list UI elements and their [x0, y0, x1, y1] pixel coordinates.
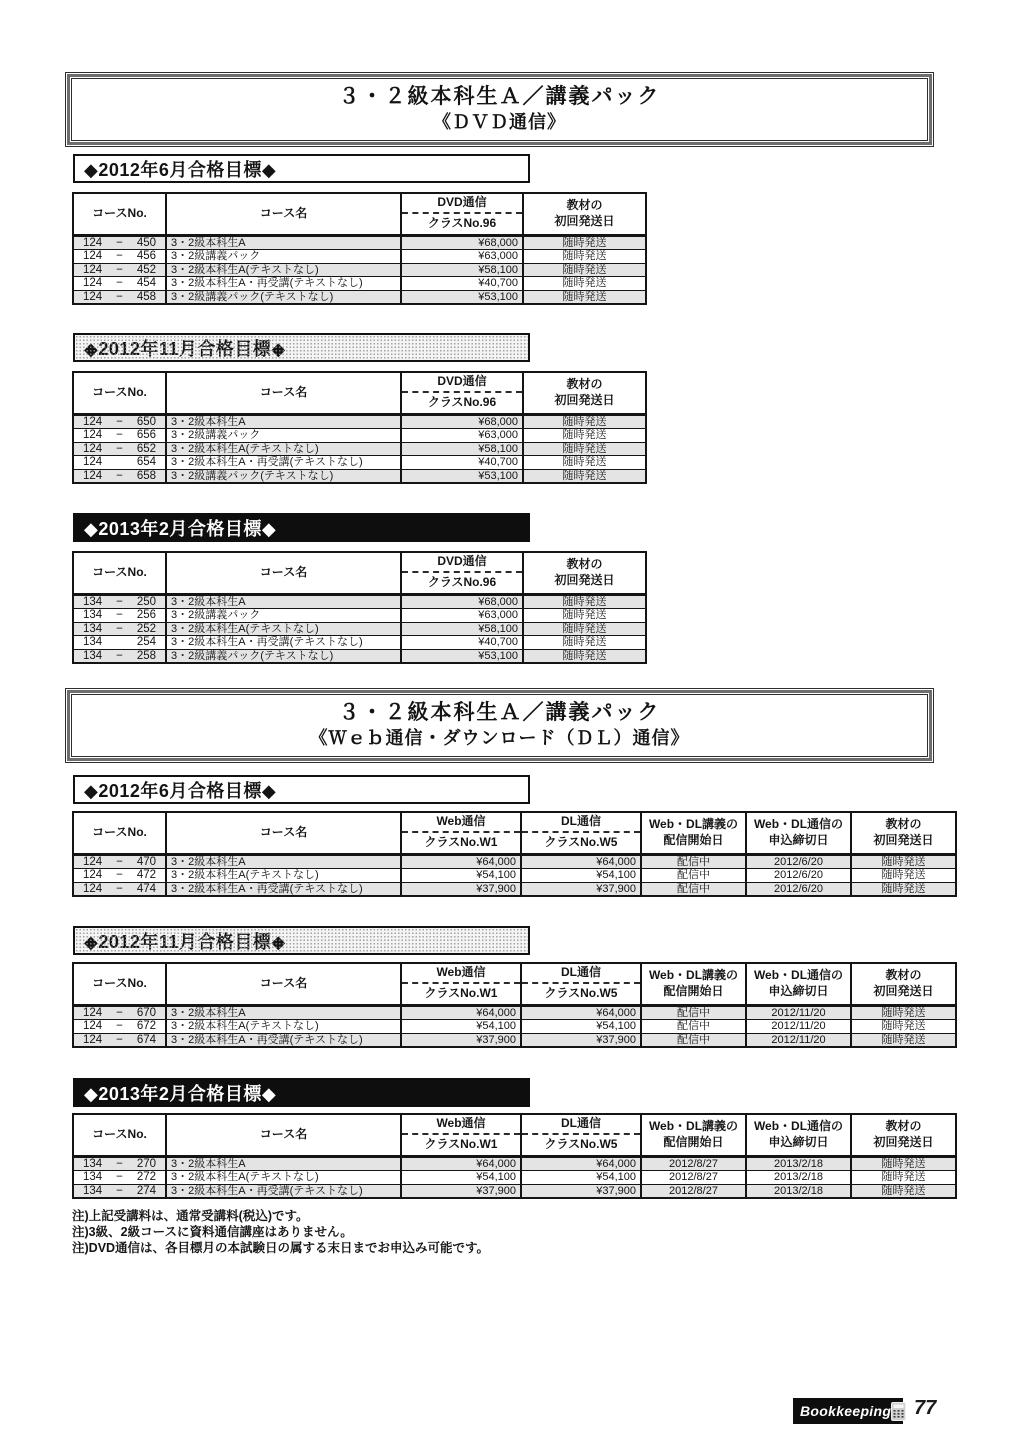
deadline-cell: 2012/11/20 [746, 1033, 851, 1047]
shipping-cell: 随時発送 [851, 1157, 956, 1171]
table-row [73, 1157, 956, 1171]
header-web-class: Web通信 クラスNo.W1 [401, 812, 521, 855]
dl-price-cell: ¥64,000 [521, 855, 641, 869]
price-cell: ¥58,100 [401, 622, 523, 636]
table-row [73, 649, 646, 663]
table-row [73, 1033, 956, 1047]
calculator-icon [891, 1402, 906, 1421]
dl-price-cell: ¥37,900 [521, 1033, 641, 1047]
web-price-cell: ¥37,900 [401, 1184, 521, 1198]
shipping-cell: 随時発送 [851, 1171, 956, 1185]
header-dvd-label: DVD通信 [402, 194, 522, 214]
dvd-title-box [65, 72, 934, 147]
header-dvd-label: DVD通信 [402, 553, 522, 573]
shipping-cell: 随時発送 [523, 636, 646, 650]
dl-price-cell: ¥37,900 [521, 882, 641, 896]
footnote-line: 注)3級、2級コースに資料通信講座はありません。 [72, 1225, 353, 1239]
start-date-cell: 配信中 [641, 869, 746, 883]
dvd-table-2012-06 [72, 192, 647, 305]
shipping-cell: 随時発送 [851, 1006, 956, 1020]
shipping-cell: 随時発送 [851, 1033, 956, 1047]
course-name-cell: 3・2級本科生A(テキストなし) [166, 263, 401, 277]
shipping-cell: 随時発送 [523, 595, 646, 609]
footnote-line: 注)DVD通信は、各目標月の本試験日の属する末日までお申込み可能です。 [72, 1241, 490, 1255]
table-row [73, 595, 646, 609]
section-heading-dvd-2012-06 [73, 154, 530, 183]
header-course-name: コース名 [166, 552, 401, 595]
shipping-cell: 随時発送 [523, 429, 646, 443]
dvd-table-2013-02 [72, 551, 647, 664]
start-date-cell: 2012/8/27 [641, 1157, 746, 1171]
course-name-cell: 3・2級本科生A・再受講(テキストなし) [166, 277, 401, 291]
deadline-cell: 2013/2/18 [746, 1171, 851, 1185]
dl-price-cell: ¥54,100 [521, 1171, 641, 1185]
table-header-row [73, 1114, 956, 1157]
shipping-cell: 随時発送 [523, 277, 646, 291]
deadline-cell: 2012/11/20 [746, 1020, 851, 1034]
course-no-cell: 124 − 656 [73, 429, 166, 443]
web-price-cell: ¥54,100 [401, 1171, 521, 1185]
course-name-cell: 3・2級講義パック(テキストなし) [166, 469, 401, 483]
table-header-row [73, 552, 646, 595]
table-row [73, 869, 956, 883]
price-cell: ¥58,100 [401, 442, 523, 456]
course-no-cell: 124 654 [73, 456, 166, 470]
header-dl-class: DL通信 クラスNo.W5 [521, 1114, 641, 1157]
course-no-cell: 124 − 458 [73, 290, 166, 304]
price-cell: ¥40,700 [401, 277, 523, 291]
dvd-title-line2: 《ＤＶＤ通信》 [433, 112, 566, 132]
header-deadline: Web・DL通信の 申込締切日 [746, 963, 851, 1006]
dl-price-cell: ¥54,100 [521, 869, 641, 883]
course-no-cell: 134 − 258 [73, 649, 166, 663]
shipping-cell: 随時発送 [523, 290, 646, 304]
dl-price-cell: ¥64,000 [521, 1157, 641, 1171]
header-course-no: コースNo. [73, 193, 166, 236]
header-course-name: コース名 [166, 193, 401, 236]
web-price-cell: ¥54,100 [401, 869, 521, 883]
table-row [73, 429, 646, 443]
shipping-cell: 随時発送 [851, 1184, 956, 1198]
shipping-cell: 随時発送 [523, 442, 646, 456]
bookkeeping-logo-text: Bookkeeping [800, 1403, 892, 1419]
web-price-cell: ¥64,000 [401, 1006, 521, 1020]
table-row [73, 415, 646, 429]
table-row [73, 609, 646, 623]
course-name-cell: 3・2級本科生A(テキストなし) [166, 1020, 401, 1034]
course-no-cell: 124 − 674 [73, 1033, 166, 1047]
course-no-cell: 124 − 472 [73, 869, 166, 883]
course-no-cell: 124 − 672 [73, 1020, 166, 1034]
table-row [73, 882, 956, 896]
course-no-cell: 134 − 270 [73, 1157, 166, 1171]
header-deadline: Web・DL通信の 申込締切日 [746, 812, 851, 855]
header-dl-class: DL通信 クラスNo.W5 [521, 963, 641, 1006]
table-row [73, 277, 646, 291]
header-class-no: クラスNo.96 [427, 575, 497, 590]
web-title-line1: ３・２級本科生Ａ／講義パック [338, 701, 661, 724]
price-cell: ¥68,000 [401, 236, 523, 250]
course-no-cell: 124 − 650 [73, 415, 166, 429]
deadline-cell: 2012/11/20 [746, 1006, 851, 1020]
start-date-cell: 配信中 [641, 882, 746, 896]
price-cell: ¥68,000 [401, 595, 523, 609]
course-name-cell: 3・2級本科生A [166, 1157, 401, 1171]
header-web-class: Web通信 クラスNo.W1 [401, 1114, 521, 1157]
table-row [73, 290, 646, 304]
start-date-cell: 配信中 [641, 1006, 746, 1020]
header-shipping: 教材の 初回発送日 [523, 193, 646, 236]
course-no-cell: 124 − 452 [73, 263, 166, 277]
table-header-row [73, 372, 646, 415]
header-dl-class: DL通信 クラスNo.W5 [521, 812, 641, 855]
web-price-cell: ¥54,100 [401, 1020, 521, 1034]
shipping-cell: 随時発送 [523, 415, 646, 429]
shipping-cell: 随時発送 [523, 622, 646, 636]
table-row [73, 622, 646, 636]
shipping-cell: 随時発送 [523, 263, 646, 277]
web-title-line2: 《Ｗｅｂ通信・ダウンロード（ＤＬ）通信》 [309, 728, 690, 748]
header-dvd-label: DVD通信 [402, 373, 522, 393]
section-heading-web-2012-11 [73, 926, 530, 955]
course-name-cell: 3・2級本科生A [166, 1006, 401, 1020]
course-no-cell: 124 − 470 [73, 855, 166, 869]
header-class-no: クラスNo.96 [427, 216, 497, 231]
price-cell: ¥53,100 [401, 649, 523, 663]
header-shipping: 教材の 初回発送日 [523, 372, 646, 415]
dl-price-cell: ¥64,000 [521, 1006, 641, 1020]
section-heading-dvd-2013-02 [73, 513, 530, 542]
price-cell: ¥63,000 [401, 250, 523, 264]
header-deadline: Web・DL通信の 申込締切日 [746, 1114, 851, 1157]
header-dvd-class [401, 193, 523, 236]
shipping-cell: 随時発送 [523, 456, 646, 470]
table-row [73, 236, 646, 250]
header-course-no: コースNo. [73, 372, 166, 415]
course-no-cell: 124 − 450 [73, 236, 166, 250]
table-header-row [73, 193, 646, 236]
course-no-cell: 124 − 652 [73, 442, 166, 456]
header-course-no: コースNo. [73, 552, 166, 595]
header-shipping: 教材の 初回発送日 [851, 1114, 956, 1157]
deadline-cell: 2012/6/20 [746, 882, 851, 896]
table-row [73, 442, 646, 456]
header-start-date: Web・DL講義の 配信開始日 [641, 963, 746, 1006]
shipping-cell: 随時発送 [851, 855, 956, 869]
price-cell: ¥58,100 [401, 263, 523, 277]
shipping-cell: 随時発送 [851, 1020, 956, 1034]
table-row [73, 1006, 956, 1020]
deadline-cell: 2013/2/18 [746, 1157, 851, 1171]
course-no-cell: 124 − 456 [73, 250, 166, 264]
table-row [73, 855, 956, 869]
dvd-title-box-frame [67, 74, 932, 145]
dvd-table-2012-11 [72, 371, 647, 484]
start-date-cell: 配信中 [641, 1033, 746, 1047]
course-name-cell: 3・2級本科生A [166, 855, 401, 869]
course-name-cell: 3・2級講義パック [166, 429, 401, 443]
course-name-cell: 3・2級本科生A(テキストなし) [166, 622, 401, 636]
header-shipping: 教材の 初回発送日 [851, 812, 956, 855]
section-heading-label: ◆2012年6月合格目標◆ [84, 780, 277, 801]
course-name-cell: 3・2級本科生A・再受講(テキストなし) [166, 1184, 401, 1198]
web-price-cell: ¥37,900 [401, 1033, 521, 1047]
price-cell: ¥40,700 [401, 636, 523, 650]
header-shipping: 教材の 初回発送日 [851, 963, 956, 1006]
start-date-cell: 2012/8/27 [641, 1184, 746, 1198]
course-no-cell: 124 − 454 [73, 277, 166, 291]
course-name-cell: 3・2級講義パック [166, 250, 401, 264]
section-heading-label: ◆2012年11月合格目標◆ [84, 338, 286, 359]
course-name-cell: 3・2級本科生A(テキストなし) [166, 1171, 401, 1185]
dl-price-cell: ¥54,100 [521, 1020, 641, 1034]
header-course-no: コースNo. [73, 1114, 166, 1157]
header-course-name: コース名 [166, 372, 401, 415]
section-heading-web-2012-06 [73, 775, 530, 804]
course-no-cell: 124 − 670 [73, 1006, 166, 1020]
price-cell: ¥63,000 [401, 429, 523, 443]
web-title-box [65, 688, 934, 763]
web-table-2012-06 [72, 811, 957, 897]
course-no-cell: 134 − 256 [73, 609, 166, 623]
table-row [73, 1171, 956, 1185]
shipping-cell: 随時発送 [851, 869, 956, 883]
course-no-cell: 124 − 658 [73, 469, 166, 483]
header-start-date: Web・DL講義の 配信開始日 [641, 1114, 746, 1157]
table-row [73, 1020, 956, 1034]
bookkeeping-logo [793, 1398, 903, 1424]
shipping-cell: 随時発送 [523, 469, 646, 483]
price-cell: ¥68,000 [401, 415, 523, 429]
footnote-line: 注)上記受講料は、通常受講料(税込)です。 [72, 1209, 309, 1223]
header-course-no: コースNo. [73, 812, 166, 855]
footnotes [72, 1208, 489, 1256]
web-table-2013-02 [72, 1113, 957, 1199]
course-no-cell: 134 − 272 [73, 1171, 166, 1185]
course-name-cell: 3・2級本科生A・再受講(テキストなし) [166, 1033, 401, 1047]
table-row [73, 250, 646, 264]
table-row [73, 263, 646, 277]
course-no-cell: 134 254 [73, 636, 166, 650]
start-date-cell: 2012/8/27 [641, 1171, 746, 1185]
web-price-cell: ¥37,900 [401, 882, 521, 896]
header-course-name: コース名 [166, 1114, 401, 1157]
page-number: 77 [914, 1397, 937, 1419]
header-web-class: Web通信 クラスNo.W1 [401, 963, 521, 1006]
web-price-cell: ¥64,000 [401, 855, 521, 869]
section-heading-web-2013-02 [73, 1078, 530, 1107]
section-heading-label: ◆2013年2月合格目標◆ [84, 1083, 277, 1104]
course-name-cell: 3・2級本科生A(テキストなし) [166, 869, 401, 883]
deadline-cell: 2012/6/20 [746, 869, 851, 883]
header-start-date: Web・DL講義の 配信開始日 [641, 812, 746, 855]
course-name-cell: 3・2級本科生A [166, 595, 401, 609]
header-class-no: クラスNo.96 [427, 395, 497, 410]
price-cell: ¥53,100 [401, 290, 523, 304]
table-row [73, 636, 646, 650]
shipping-cell: 随時発送 [523, 609, 646, 623]
course-name-cell: 3・2級講義パック(テキストなし) [166, 290, 401, 304]
section-heading-label: ◆2013年2月合格目標◆ [84, 518, 277, 539]
course-name-cell: 3・2級本科生A [166, 415, 401, 429]
table-row [73, 1184, 956, 1198]
start-date-cell: 配信中 [641, 1020, 746, 1034]
table-header-row [73, 812, 956, 855]
table-row [73, 469, 646, 483]
price-cell: ¥53,100 [401, 469, 523, 483]
shipping-cell: 随時発送 [851, 882, 956, 896]
header-course-name: コース名 [166, 963, 401, 1006]
start-date-cell: 配信中 [641, 855, 746, 869]
price-cell: ¥40,700 [401, 456, 523, 470]
course-no-cell: 124 − 474 [73, 882, 166, 896]
course-name-cell: 3・2級本科生A(テキストなし) [166, 442, 401, 456]
course-name-cell: 3・2級講義パック(テキストなし) [166, 649, 401, 663]
section-heading-dvd-2012-11 [73, 333, 530, 362]
course-name-cell: 3・2級本科生A・再受講(テキストなし) [166, 882, 401, 896]
header-dvd-class [401, 372, 523, 415]
table-row [73, 456, 646, 470]
course-name-cell: 3・2級本科生A・再受講(テキストなし) [166, 636, 401, 650]
shipping-cell: 随時発送 [523, 236, 646, 250]
price-cell: ¥63,000 [401, 609, 523, 623]
table-header-row [73, 963, 956, 1006]
web-table-2012-11 [72, 962, 957, 1048]
dvd-title-line1: ３・２級本科生Ａ／講義パック [338, 85, 661, 108]
web-price-cell: ¥64,000 [401, 1157, 521, 1171]
header-course-name: コース名 [166, 812, 401, 855]
course-name-cell: 3・2級講義パック [166, 609, 401, 623]
deadline-cell: 2013/2/18 [746, 1184, 851, 1198]
course-no-cell: 134 − 250 [73, 595, 166, 609]
course-name-cell: 3・2級本科生A [166, 236, 401, 250]
header-dvd-class [401, 552, 523, 595]
course-no-cell: 134 − 274 [73, 1184, 166, 1198]
course-name-cell: 3・2級本科生A・再受講(テキストなし) [166, 456, 401, 470]
web-title-box-frame [67, 690, 932, 761]
deadline-cell: 2012/6/20 [746, 855, 851, 869]
header-shipping: 教材の 初回発送日 [523, 552, 646, 595]
section-heading-label: ◆2012年6月合格目標◆ [84, 159, 277, 180]
dl-price-cell: ¥37,900 [521, 1184, 641, 1198]
header-course-no: コースNo. [73, 963, 166, 1006]
shipping-cell: 随時発送 [523, 250, 646, 264]
course-no-cell: 134 − 252 [73, 622, 166, 636]
section-heading-label: ◆2012年11月合格目標◆ [84, 931, 286, 952]
shipping-cell: 随時発送 [523, 649, 646, 663]
